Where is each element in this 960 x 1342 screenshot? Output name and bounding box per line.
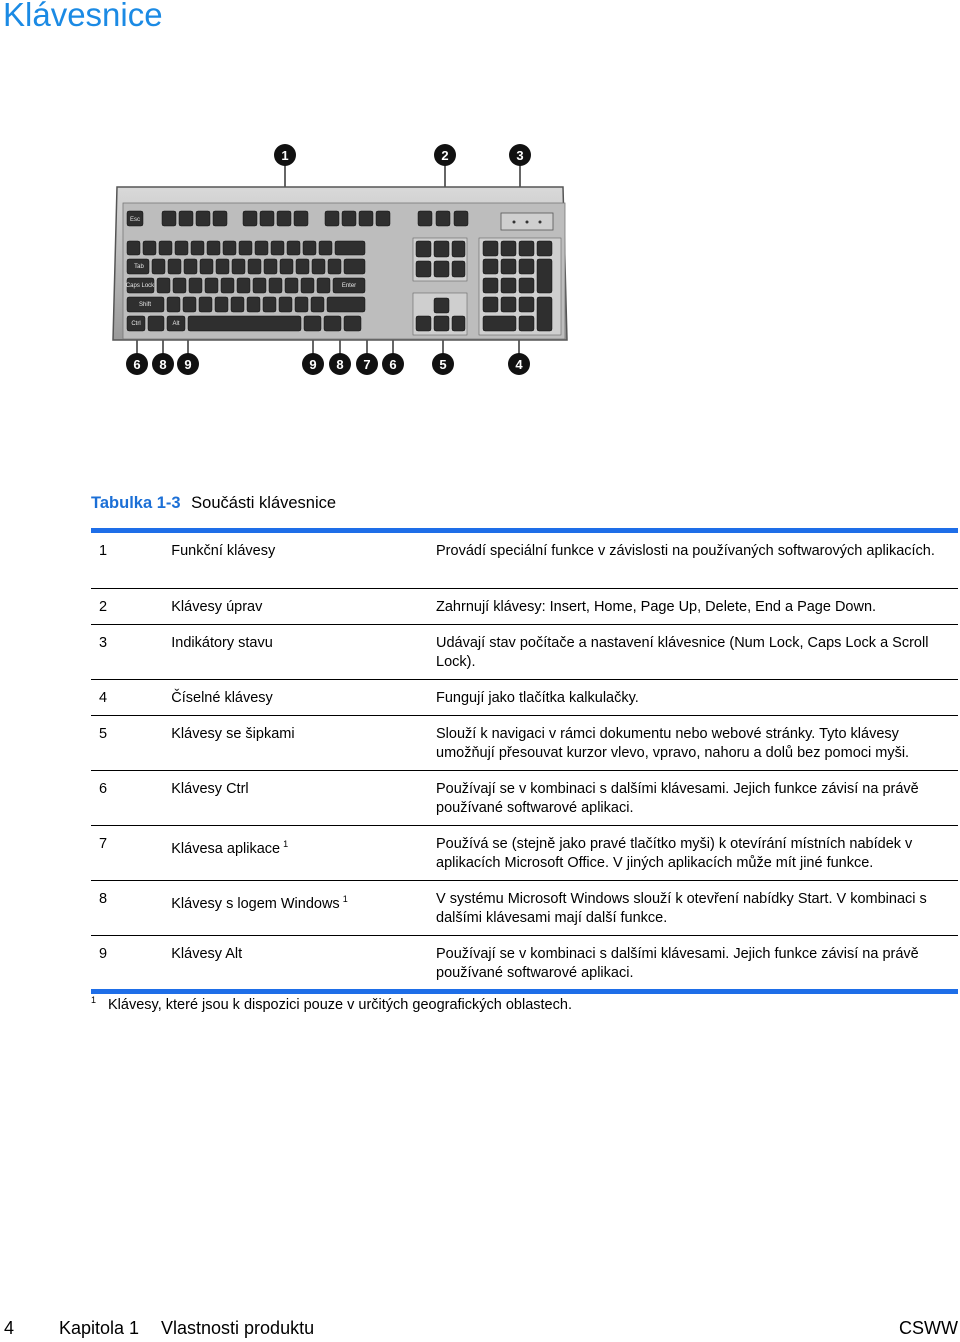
table-bottom-rule [91,989,958,994]
callout-1 [274,144,296,166]
footnote-ref: 1 [283,839,289,849]
svg-text:5: 5 [439,357,447,372]
table-row: 8 Klávesy s logem Windows $^1$ V systému Microsoft Windows slouží k otevření nabídky Start. V kombinaci s dalšími klávesami mají další funkce. [91,881,958,936]
keyboard-figure [95,135,595,390]
svg-text:Shift: Shift [138,302,152,308]
table-row: 7 Klávesa aplikace $^1$ Používá se (stejně jako pravé tlačítko myši) k otevírání místních nabídek v aplikacích Microsoft Office. V jiných aplikacích může mít jiné funkce. [91,826,958,881]
footnote [91,995,572,1013]
table-caption [91,494,336,513]
svg-text:4: 4 [515,357,523,372]
footer-chapter-title: Vlastnosti produktu [161,1318,315,1338]
table-row: 5 Klávesy se šipkami Slouží k navigaci v rámci dokumentu nebo webové stránky. Tyto klávesy umožňují přesouvat kurzor vlevo, vpravo, nahoru a dolů bez pomoci myši. [91,716,958,771]
table-row: 9 Klávesy Alt Používají se v kombinaci s dalšími klávesami. Jejich funkce závisí na právě používané softwarové aplikaci. [99,946,919,981]
table-row: 6 Klávesy Ctrl Používají se v kombinaci s dalšími klávesami. Jejich funkce závisí na právě používané softwarové aplikaci. [91,771,958,826]
callout-3 [509,144,531,166]
footnote-ref: 1 [342,894,348,904]
svg-text:8: 8 [336,357,344,372]
table-row: 3 Indikátory stavu Udávají stav počítače a nastavení klávesnice (Num Lock, Caps Lock a Scroll Lock). [91,625,958,680]
callout-4 [508,353,530,375]
svg-text:Enter: Enter [341,283,357,289]
key-esc: Esc [129,217,141,223]
page-title: Klávesnice [3,0,163,33]
footer-page-number: 4 [4,1318,15,1338]
svg-text:1: 1 [281,148,289,163]
svg-text:Ctrl: Ctrl [131,321,141,327]
footer-chapter: Kapitola 1 [59,1318,140,1338]
callout-6a [126,353,148,375]
callout-9a [177,353,199,375]
table-row: 1 Funkční klávesy Provádí speciální funkce v závislosti na používaných softwarových aplikacích. [91,533,958,589]
svg-text:7: 7 [363,357,371,372]
callout-2 [434,144,456,166]
callout-6b [382,353,404,375]
svg-text:3: 3 [516,148,524,163]
components-table [91,533,958,990]
callout-5 [432,353,454,375]
footnote-text: Klávesy, které jsou k dispozici pouze v určitých geografických oblastech. [108,996,572,1013]
callout-9b [302,353,324,375]
svg-text:Alt: Alt [172,321,180,327]
footer-doc-code: CSWW [899,1318,958,1338]
callout-8b [329,353,351,375]
callout-8a [152,353,174,375]
svg-text:6: 6 [389,357,397,372]
svg-text:9: 9 [309,357,317,372]
svg-text:2: 2 [441,148,449,163]
callout-7 [356,353,378,375]
svg-text:6: 6 [133,357,141,372]
footnote-mark: 1 [91,995,97,1005]
table-number: Tabulka 1-3 [91,494,181,512]
svg-text:Tab: Tab [134,264,144,270]
table-row: 2 Klávesy úprav Zahrnují klávesy: Insert, Home, Page Up, Delete, End a Page Down. [91,589,958,625]
table-row: 4 Číselné klávesy Fungují jako tlačítka kalkulačky. [91,680,958,716]
svg-text:Caps Lock: Caps Lock [125,283,155,289]
table-caption-text: Součásti klávesnice [191,494,337,512]
svg-text:8: 8 [159,357,167,372]
svg-text:9: 9 [184,357,192,372]
